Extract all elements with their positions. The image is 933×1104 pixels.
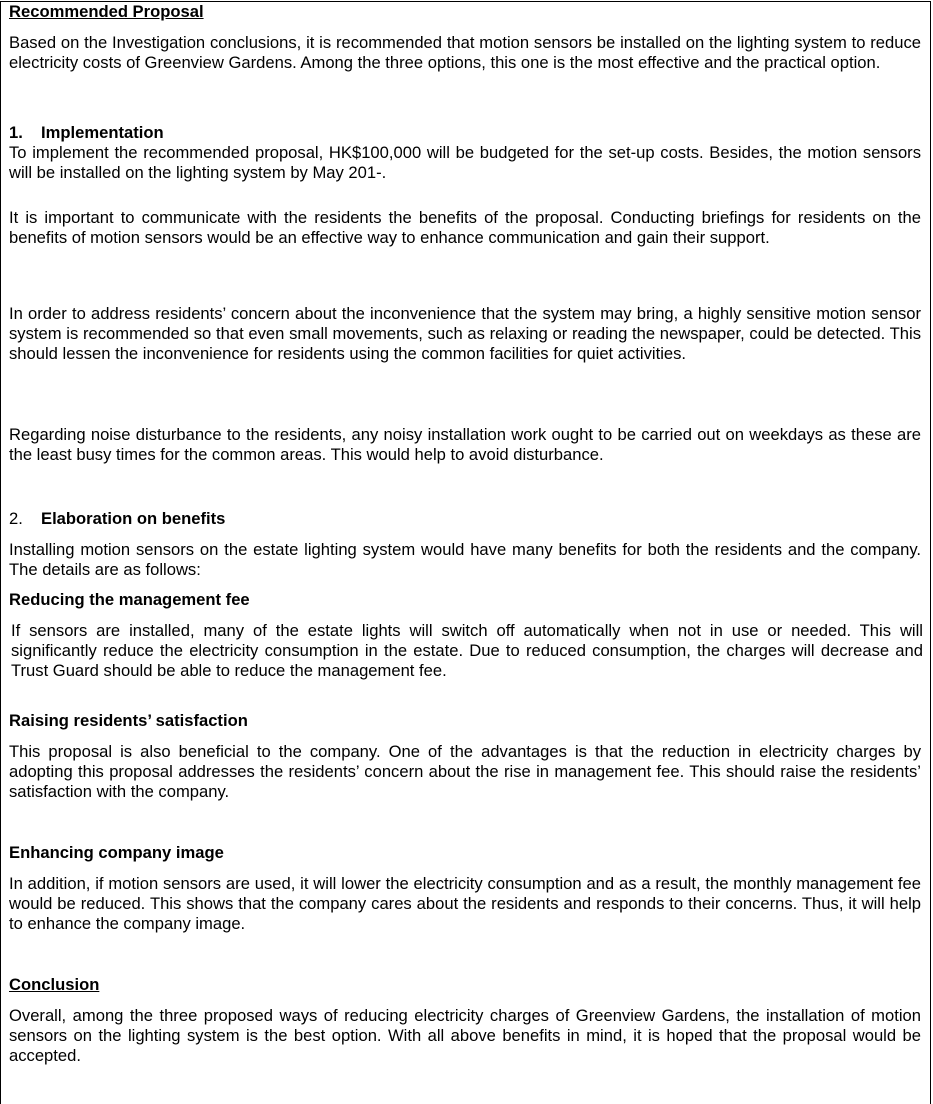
section-1-heading <box>9 123 921 143</box>
benefits-intro-paragraph: Installing motion sensors on the estate lighting system would have many benefits for both the residents and the company. The details are as follows: <box>9 540 921 579</box>
subheading-company-image: Enhancing company image <box>9 843 224 862</box>
subheading-reducing-fee: Reducing the management fee <box>9 590 250 609</box>
section-2-title: Elaboration on benefits <box>41 509 226 528</box>
section-1-title: Implementation <box>41 123 164 142</box>
page-title: Recommended Proposal <box>9 2 204 21</box>
section-1-number: 1. <box>9 123 23 142</box>
implementation-paragraph-2: It is important to communicate with the residents the benefits of the proposal. Conducting briefings for residents on the benefits of motion sensors would be an effective way to enhance communication and gain their support. <box>9 208 921 247</box>
implementation-paragraph-1: To implement the recommended proposal, HK$100,000 will be budgeted for the set-up costs. Besides, the motion sensors will be installed on the lighting system by May 201-. <box>9 143 921 182</box>
implementation-paragraph-4: Regarding noise disturbance to the residents, any noisy installation work ought to be carried out on weekdays as these are the least busy times for the common areas. This would help to avoid disturbance. <box>9 425 921 464</box>
section-2-number: 2. <box>9 509 23 528</box>
conclusion-paragraph: Overall, among the three proposed ways of reducing electricity charges of Greenview Gardens, the installation of motion sensors on the lighting system is the best option. With all above benefits in mind, it is hoped that the proposal would be accepted. <box>9 1006 921 1065</box>
satisfaction-paragraph: This proposal is also beneficial to the company. One of the advantages is that the reduction in electricity charges by adopting this proposal addresses the residents’ concern about the rise in management fee. This should raise the residents’ satisfaction with the company. <box>9 742 921 801</box>
implementation-paragraph-3: In order to address residents’ concern about the inconvenience that the system may bring, a highly sensitive motion sensor system is recommended so that even small movements, such as relaxing or reading the newspaper, could be detected. This should lessen the inconvenience for residents using the common facilities for quiet activities. <box>9 304 921 363</box>
conclusion-heading: Conclusion <box>9 975 100 994</box>
subheading-satisfaction: Raising residents’ satisfaction <box>9 711 248 730</box>
company-image-paragraph: In addition, if motion sensors are used, it will lower the electricity consumption and as a result, the monthly management fee would be reduced. This shows that the company cares about the residents and responds to their concerns. Thus, it will help to enhance the company image. <box>9 874 921 933</box>
reducing-fee-paragraph: If sensors are installed, many of the estate lights will switch off automatically when not in use or needed. This will significantly reduce the electricity consumption in the estate. Due to reduced consumption, the charges will decrease and Trust Guard should be able to reduce the management fee. <box>11 621 923 680</box>
intro-paragraph: Based on the Investigation conclusions, it is recommended that motion sensors be installed on the lighting system to reduce electricity costs of Greenview Gardens. Among the three options, this one is the most effective and the practical option. <box>9 33 921 72</box>
section-2-heading <box>9 509 921 529</box>
